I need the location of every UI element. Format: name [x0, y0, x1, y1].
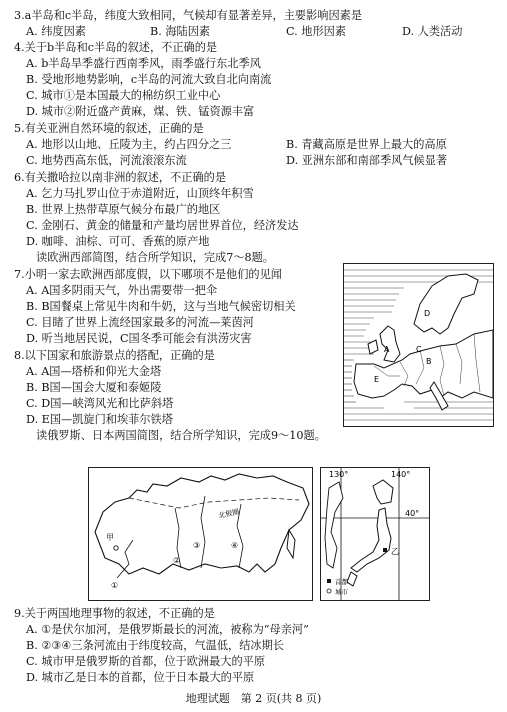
q9-stem: 9.关于两国地理事物的叙述，不正确的是	[14, 607, 215, 620]
europe-label-a: A	[384, 345, 390, 354]
page-footer: 地理试题 第 2 页(共 8 页)	[185, 692, 322, 705]
q5-stem: 5.有关亚洲自然环境的叙述，正确的是	[14, 122, 204, 135]
q6-option-d: D. 咖啡、油棕、可可、香蕉的原产地	[26, 235, 210, 248]
japan-map-svg	[321, 468, 429, 600]
europe-label-b: B	[426, 357, 432, 366]
lon-140-label: 140°	[391, 470, 411, 479]
q4-option-a: A. b半岛旱季盛行西南季风，雨季盛行东北季风	[26, 57, 261, 70]
q4-option-c: C. 城市①是本国最大的棉纺织工业中心	[26, 89, 221, 102]
q6-option-b: B. 世界上热带草原气候分布最广的地区	[26, 203, 221, 216]
city-yi-label: 乙	[391, 547, 399, 556]
western-europe-map-svg	[344, 264, 493, 426]
q3-option-c: C. 地形因素	[286, 25, 347, 38]
q7-option-d: D. 听当地居民说，C国冬季可能会有洪涝灾害	[26, 332, 252, 345]
river-4-label: ④	[231, 541, 239, 550]
q9-option-b: B. ②③④三条河流由于纬度较高，气温低，结冰期长	[26, 639, 284, 652]
q7-stem: 7.小明一家去欧洲西部度假，以下哪项不是他们的见闻	[14, 268, 282, 281]
legend-city-label: 城市	[335, 588, 348, 596]
intro-7-8: 读欧洲西部简图，结合所学知识，完成7～8题。	[36, 251, 274, 264]
legend-city-symbol	[327, 589, 331, 593]
q6-option-c: C. 金刚石、黄金的储量和产量均居世界首位，经济发达	[26, 219, 299, 232]
russia-map-svg	[89, 468, 312, 600]
q9-option-a: A. ①是伏尔加河，是俄罗斯最长的河流，被称为“母亲河”	[26, 623, 309, 636]
legend-capital-label: 首都	[335, 578, 348, 586]
russia-map	[88, 467, 313, 601]
q5-option-b: B. 青藏高原是世界上最大的高原	[286, 138, 447, 151]
q3-option-d: D. 人类活动	[402, 25, 463, 38]
lat-40-label: 40°	[405, 509, 420, 518]
q5-option-a: A. 地形以山地、丘陵为主，约占四分之三	[26, 138, 232, 151]
river-1-label: ①	[111, 581, 119, 590]
q9-option-d: D. 城市乙是日本的首都，位于日本最大的平原	[26, 671, 255, 684]
western-europe-map	[343, 263, 494, 427]
q4-stem: 4.关于b半岛和c半岛的叙述，不正确的是	[14, 41, 218, 54]
q8-option-c: C. D国—峡湾风光和比萨斜塔	[26, 397, 174, 410]
capital-yi-marker	[383, 548, 387, 552]
river-2-label: ②	[173, 556, 181, 565]
lon-130-label: 130°	[329, 470, 349, 479]
q5-option-c: C. 地势西高东低，河流滚滚东流	[26, 154, 187, 167]
q3-option-a: A. 纬度因素	[26, 25, 86, 38]
arctic-circle-label: 北极圈	[217, 507, 240, 520]
q7-option-b: B. B国餐桌上常见牛肉和牛奶，这与当地气候密切相关	[26, 300, 296, 313]
japan-map	[320, 467, 430, 601]
q8-option-a: A. A国—塔桥和仰光大金塔	[26, 365, 162, 378]
q3-option-b: B. 海陆因素	[150, 25, 211, 38]
city-jia-label: 甲	[106, 533, 114, 542]
europe-label-e: E	[374, 375, 380, 384]
q8-option-d: D. E国—凯旋门和埃菲尔铁塔	[26, 413, 173, 426]
q6-option-a: A. 乞力马扎罗山位于赤道附近，山顶终年积雪	[26, 187, 254, 200]
river-3-label: ③	[193, 541, 201, 550]
q7-option-a: A. A国多阴雨天气，外出需要带一把伞	[26, 284, 218, 297]
q5-option-d: D. 亚洲东部和南部季风气候显著	[286, 154, 448, 167]
q6-stem: 6.有关撒哈拉以南非洲的叙述，不正确的是	[14, 171, 227, 184]
q4-option-b: B. 受地形地势影响，c半岛的河流大致自北向南流	[26, 73, 272, 86]
q9-option-c: C. 城市甲是俄罗斯的首都，位于欧洲最大的平原	[26, 655, 266, 668]
legend-capital-symbol	[327, 579, 331, 583]
europe-label-d: D	[424, 309, 431, 318]
q8-option-b: B. B国—国会大厦和泰姬陵	[26, 381, 162, 394]
europe-label-c: C	[416, 345, 422, 354]
intro-9-10: 读俄罗斯、日本两国简图，结合所学知识，完成9～10题。	[36, 429, 326, 442]
q4-option-d: D. 城市②附近盛产黄麻，煤、铁、锰资源丰富	[26, 105, 255, 118]
q7-option-c: C. 目睹了世界上流经国家最多的河流—莱茵河	[26, 316, 254, 329]
q8-stem: 8.以下国家和旅游景点的搭配，正确的是	[14, 349, 215, 362]
q3-stem: 3.a半岛和c半岛，纬度大致相同，气候却有显著差异，主要影响因素是	[14, 9, 363, 22]
